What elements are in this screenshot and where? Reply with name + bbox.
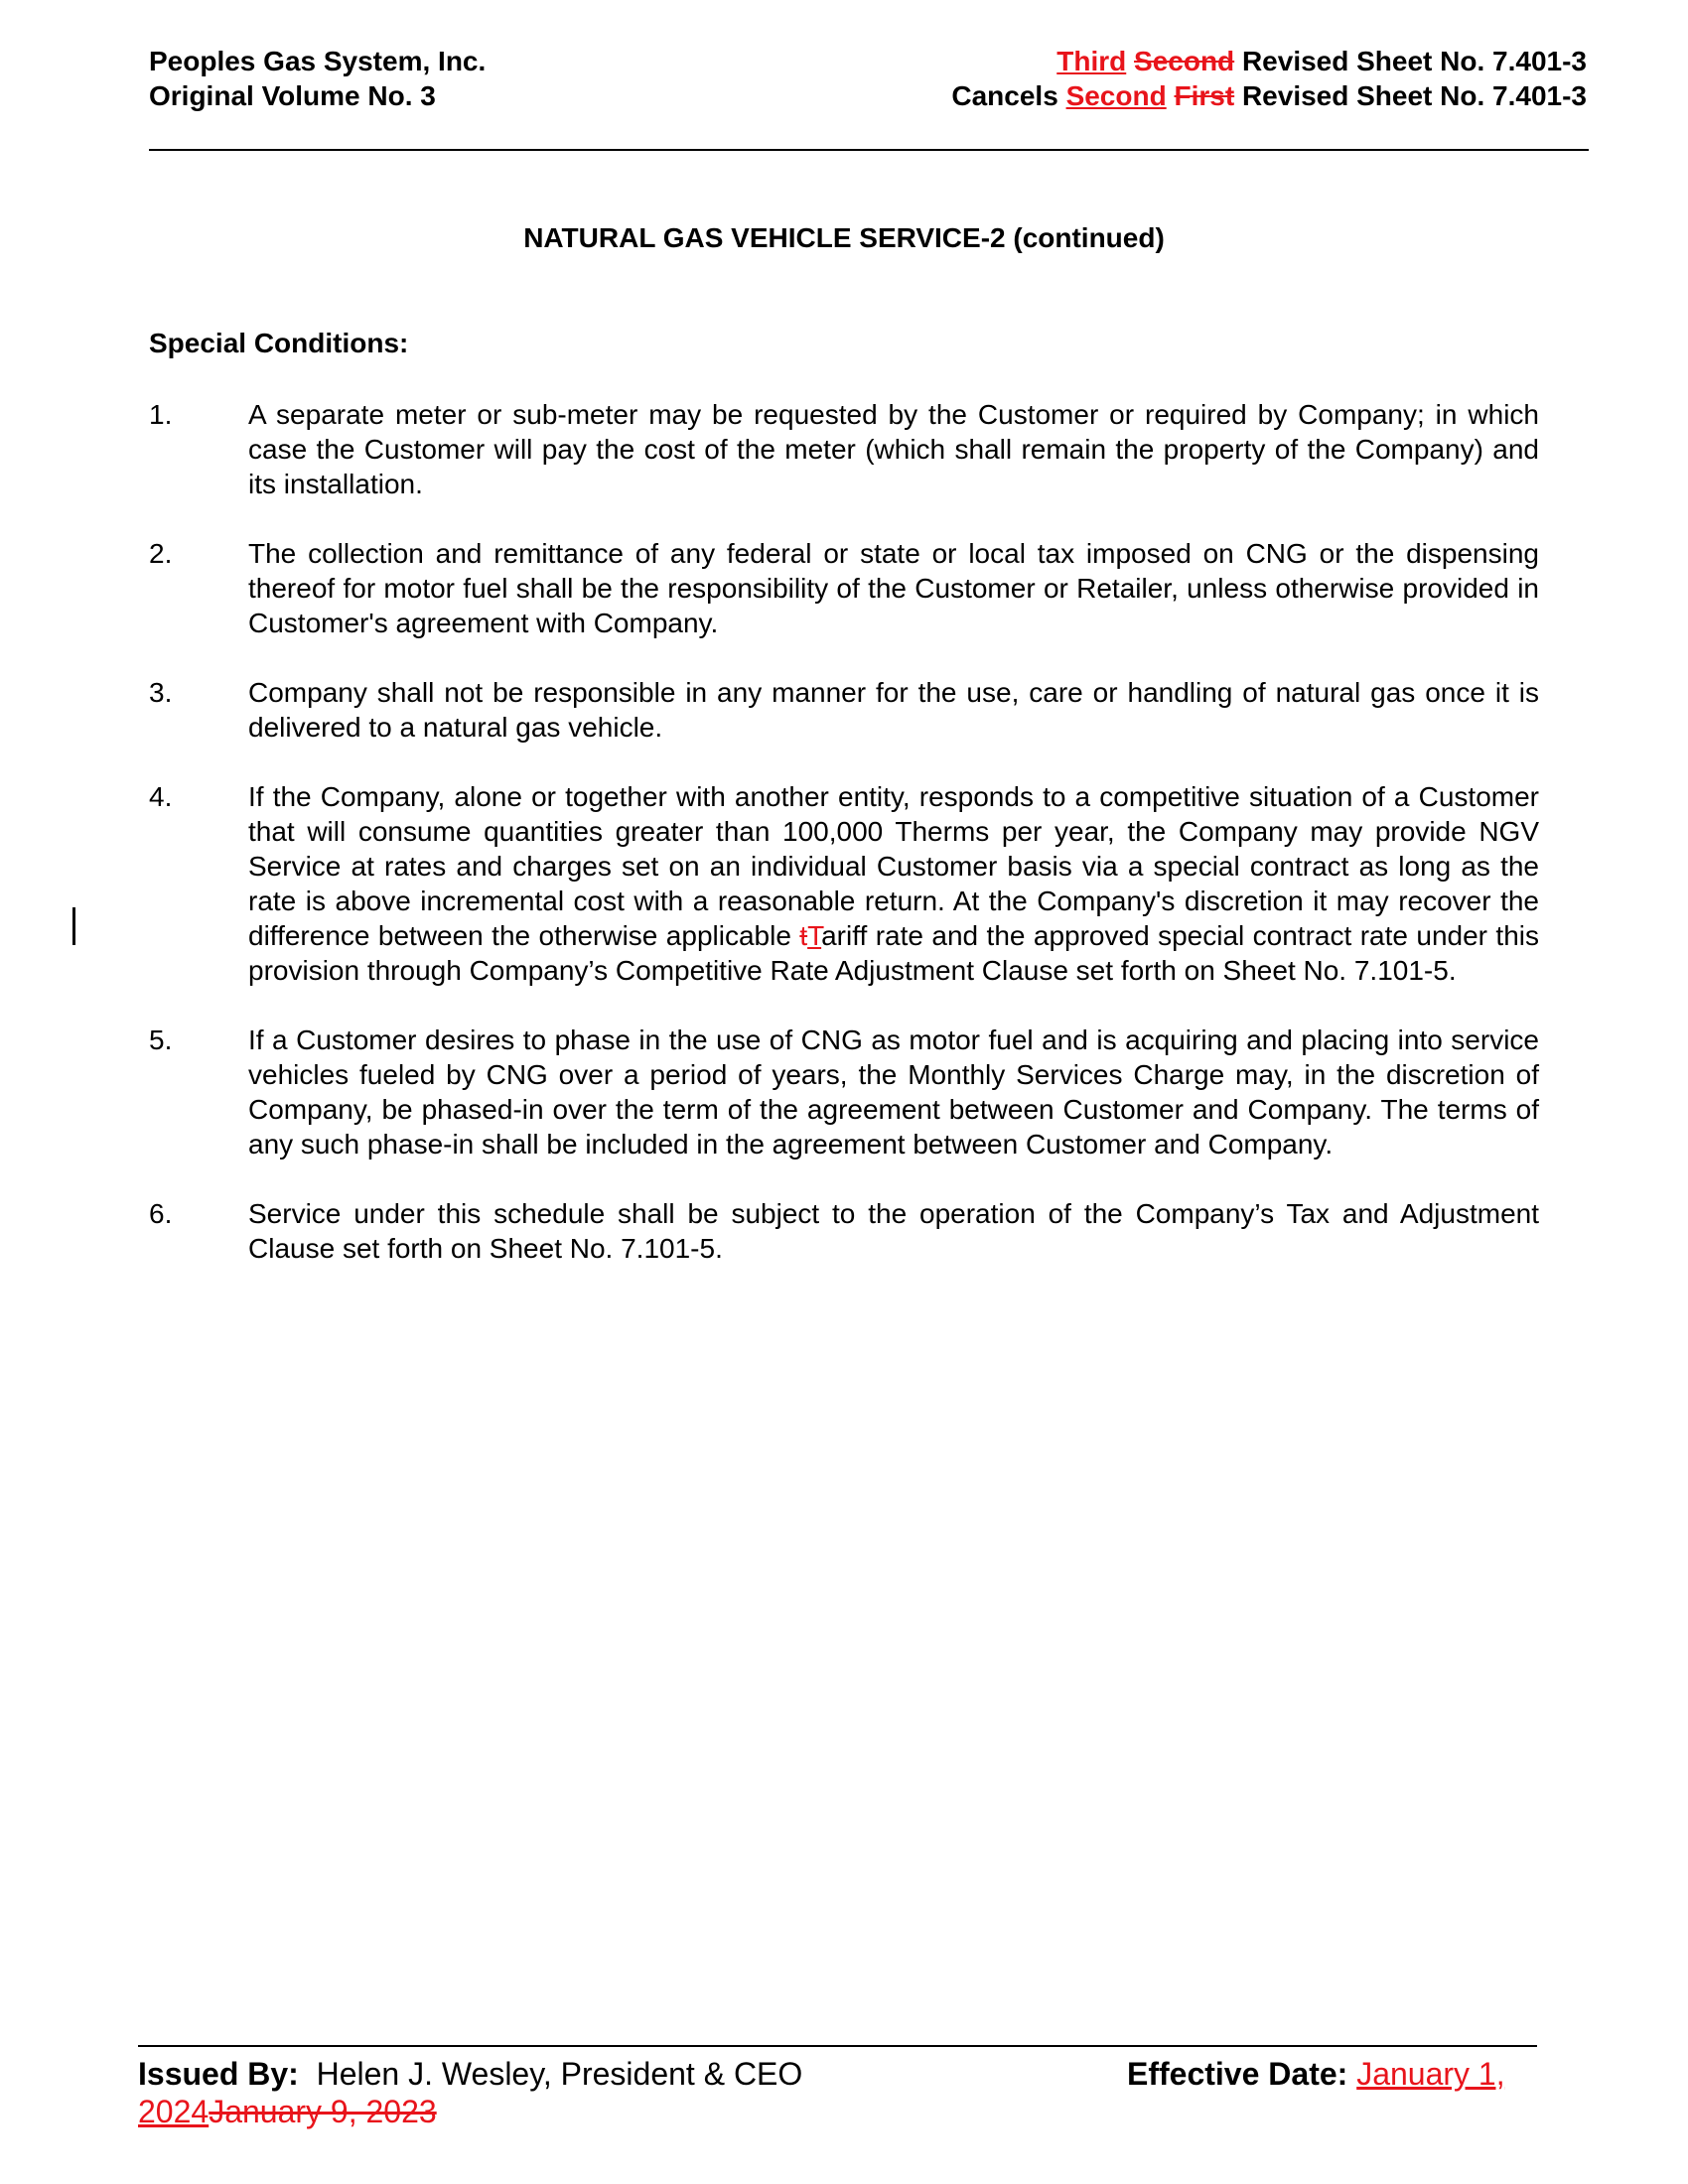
list-item <box>149 779 1539 988</box>
page-title: NATURAL GAS VEHICLE SERVICE-2 (continued) <box>523 222 1165 253</box>
item-text-part: ariff rate and the approved special contract rate under this provision through Company’s Competitive Rate Adjustment Clause set forth on Sheet No. 7.101-5. <box>248 920 1539 986</box>
deleted-text: First <box>1174 80 1235 111</box>
list-item <box>149 1196 1539 1266</box>
section-heading: Special Conditions: <box>149 328 409 358</box>
sheet-line-2 <box>951 78 1587 113</box>
issued-by-name: Helen J. Wesley, President & CEO <box>298 2056 803 2092</box>
item-text: A separate meter or sub-meter may be requested by the Customer or required by Company; in which case the Customer will pay the cost of the meter (which shall remain the property of the Company) and its installation. <box>248 399 1539 499</box>
revision-change-bar <box>72 907 75 945</box>
inserted-text: January 1, <box>1356 2056 1505 2092</box>
item-number: 5. <box>149 1024 173 1055</box>
item-number: 3. <box>149 677 173 708</box>
sheet-number: Revised Sheet No. 7.401-3 <box>1234 46 1587 76</box>
footer-divider-right <box>1001 2045 1537 2047</box>
list-item <box>149 536 1539 640</box>
deleted-text: January 9, 2023 <box>209 2094 437 2129</box>
item-number: 2. <box>149 538 173 569</box>
item-text: If a Customer desires to phase in the use of CNG as motor fuel and is acquiring and placing into service vehicles fueled by CNG over a period of years, the Monthly Services Charge may, in the discretion of Company, be phased-in over the term of the agreement between Customer and Company. The terms of any such phase-in shall be included in the agreement between Customer and Company. <box>248 1024 1539 1160</box>
sheet-line-1 <box>951 44 1587 78</box>
volume-label: Original Volume No. 3 <box>149 80 436 111</box>
effective-date-label: Effective Date: <box>1127 2056 1348 2092</box>
item-text: Service under this schedule shall be subject to the operation of the Company’s Tax and Adjustment Clause set forth on Sheet No. 7.101-5. <box>248 1198 1539 1264</box>
deleted-text: t <box>799 920 808 951</box>
header-left <box>149 44 486 113</box>
header-divider <box>149 149 1589 151</box>
header-right <box>951 44 1587 113</box>
item-text: The collection and remittance of any federal or state or local tax imposed on CNG or the dispensing thereof for motor fuel shall be the responsibility of the Customer or Retailer, unless otherwise provided in Customer's agreement with Company. <box>248 538 1539 638</box>
item-number: 6. <box>149 1198 173 1229</box>
list-item <box>149 675 1539 745</box>
item-text-part: If the Company, alone or together with another entity, responds to a competitive situation of a Customer that will consume quantities greater than 100,000 Therms per year, the Company may provide NGV Service at rates and charges set on an individual Customer basis via a special contract as long as the rate is above incremental cost with a reasonable return. At the Company's discretion it may recover the difference between the otherwise applicable <box>248 781 1539 951</box>
item-number: 4. <box>149 781 173 812</box>
cancels-label: Cancels <box>951 80 1066 111</box>
sheet-number: Revised Sheet No. 7.401-3 <box>1234 80 1587 111</box>
effective-date-continued <box>138 2093 1528 2130</box>
item-text: Company shall not be responsible in any manner for the use, care or handling of natural gas once it is delivered to a natural gas vehicle. <box>248 677 1539 743</box>
inserted-text: Third <box>1056 46 1127 76</box>
list-item <box>149 397 1539 501</box>
item-text <box>248 779 1539 988</box>
inserted-text: T <box>807 920 822 951</box>
company-name: Peoples Gas System, Inc. <box>149 46 487 76</box>
footer <box>138 2055 1528 2130</box>
inserted-text: Second <box>1065 80 1167 111</box>
list-item <box>149 1023 1539 1161</box>
effective-date-line <box>1127 2055 1505 2093</box>
inserted-text: 2024 <box>138 2094 210 2129</box>
issued-by-label: Issued By: <box>138 2056 299 2092</box>
conditions-list <box>149 397 1539 1300</box>
footer-divider-left <box>138 2045 1131 2047</box>
item-number: 1. <box>149 399 173 430</box>
deleted-text: Second <box>1134 46 1235 76</box>
